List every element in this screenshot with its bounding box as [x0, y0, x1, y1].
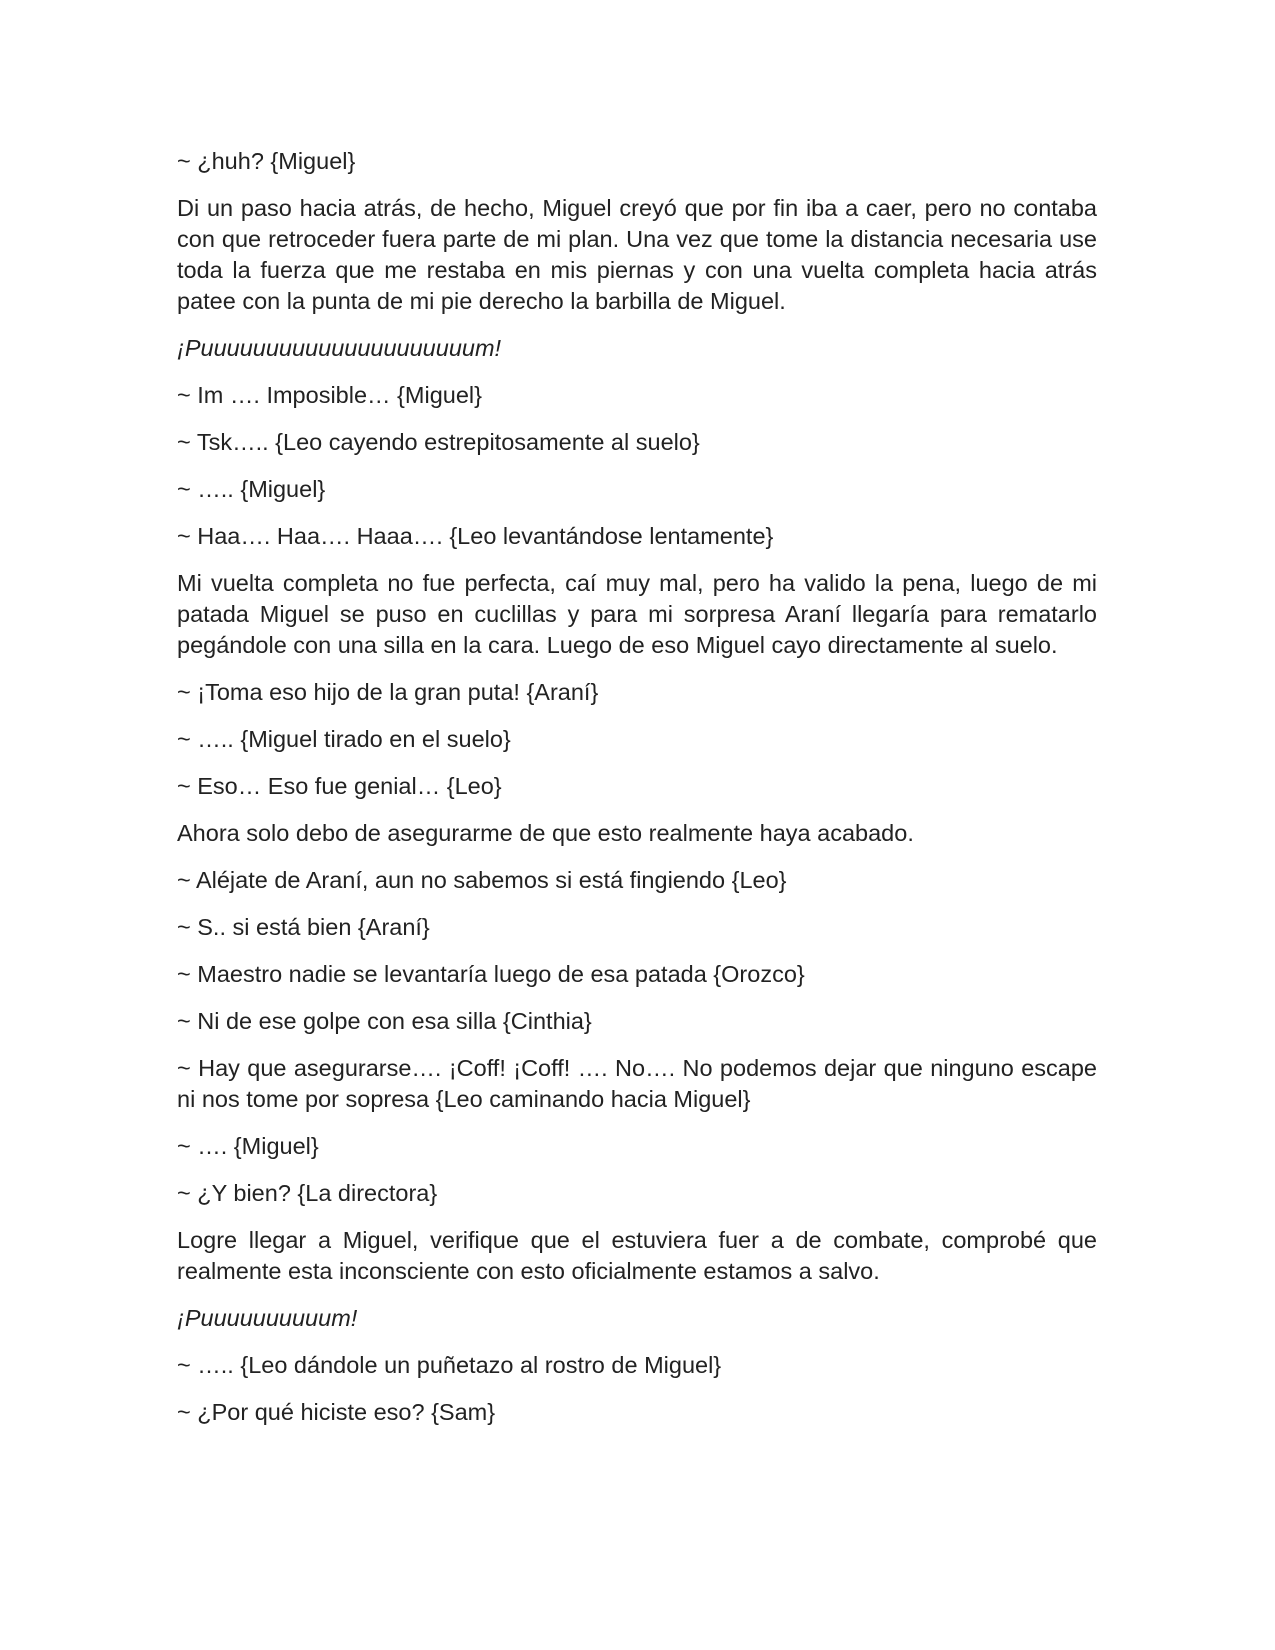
dialogue-line: ~ Maestro nadie se levantaría luego de esa patada {Orozco} — [177, 961, 805, 987]
dialogue-line: ~ ¿Por qué hiciste eso? {Sam} — [177, 1399, 496, 1425]
sound-effect: ¡Puuuuuuuuuum! — [177, 1305, 358, 1331]
dialogue-line: ~ Tsk….. {Leo cayendo estrepitosamente al suelo} — [177, 429, 700, 455]
narrative-line: Ahora solo debo de asegurarme de que esto realmente haya acabado. — [177, 820, 914, 846]
narrative-paragraph: Logre llegar a Miguel, verifique que el estuviera fuer a de combate, comprobé que realmente esta inconsciente con esto oficialmente estamos a salvo. — [177, 1227, 1097, 1284]
narrative-paragraph: Di un paso hacia atrás, de hecho, Miguel creyó que por fin iba a caer, pero no contaba con que retroceder fuera parte de mi plan. Una vez que tome la distancia necesaria use toda la fuerza que me restaba en mis piernas y con una vuelta completa hacia atrás patee con la punta de mi pie derecho la barbilla de Miguel. — [177, 195, 1097, 314]
dialogue-line: ~ S.. si está bien {Araní} — [177, 914, 430, 940]
dialogue-line: ~ …. {Miguel} — [177, 1133, 319, 1159]
dialogue-line: ~ ¿Y bien? {La directora} — [177, 1180, 438, 1206]
sound-effect: ¡Puuuuuuuuuuuuuuuuuuuuum! — [177, 335, 502, 361]
narrative-paragraph: Mi vuelta completa no fue perfecta, caí muy mal, pero ha valido la pena, luego de mi patada Miguel se puso en cuclillas y para mi sorpresa Araní llegaría para rematarlo pegándole con una silla en la cara. Luego de eso Miguel cayo directamente al suelo. — [177, 570, 1097, 658]
document-page — [177, 146, 1097, 1444]
dialogue-line: ~ ¿huh? {Miguel} — [177, 148, 356, 174]
dialogue-line: ~ Haa…. Haa…. Haaa…. {Leo levantándose lentamente} — [177, 523, 774, 549]
dialogue-line: ~ Eso… Eso fue genial… {Leo} — [177, 773, 502, 799]
dialogue-line: ~ ….. {Miguel} — [177, 476, 326, 502]
dialogue-line: ~ ….. {Leo dándole un puñetazo al rostro de Miguel} — [177, 1352, 722, 1378]
dialogue-line: ~ Aléjate de Araní, aun no sabemos si está fingiendo {Leo} — [177, 867, 787, 893]
dialogue-line: ~ Im …. Imposible… {Miguel} — [177, 382, 482, 408]
dialogue-line: ~ ….. {Miguel tirado en el suelo} — [177, 726, 511, 752]
dialogue-line: ~ ¡Toma eso hijo de la gran puta! {Araní} — [177, 679, 599, 705]
dialogue-line: ~ Ni de ese golpe con esa silla {Cinthia} — [177, 1008, 592, 1034]
dialogue-paragraph: ~ Hay que asegurarse…. ¡Coff! ¡Coff! …. No…. No podemos dejar que ninguno escape ni nos tome por sopresa {Leo caminando hacia Miguel} — [177, 1055, 1097, 1112]
